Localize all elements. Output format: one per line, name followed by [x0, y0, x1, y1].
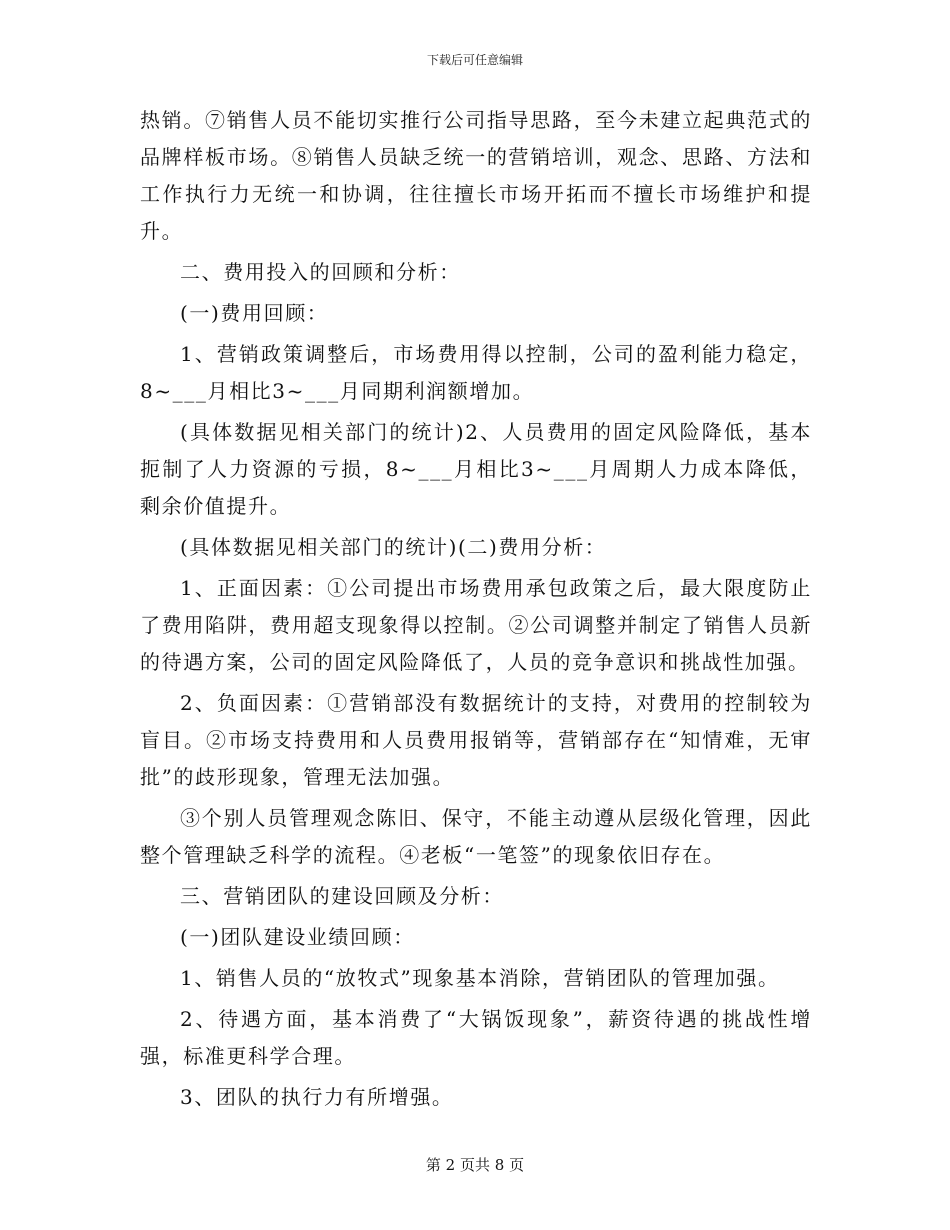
paragraph-team-2: 2、待遇方面，基本消费了“大锅饭现象”，薪资待遇的挑战性增强，标准更科学合理。 [140, 1007, 812, 1068]
paragraph-team-1: 1、销售人员的“放牧式”现象基本消除，营销团队的管理加强。 [180, 966, 780, 990]
subsection-heading-cost-analysis: (具体数据见相关部门的统计)(二)费用分析： [180, 535, 607, 559]
page-header-note: 下载后可任意编辑 [426, 53, 523, 67]
paragraph-cost-review-1: 1、营销政策调整后，市场费用得以控制，公司的盈利能力稳定，8~___月相比3~___月同期利润额增加。 [140, 342, 812, 403]
subsection-heading-team-review: (一)团队建设业绩回顾： [180, 925, 415, 949]
section-heading-2: 二、费用投入的回顾和分析： [180, 260, 461, 284]
paragraph-team-3: 3、团队的执行力有所增强。 [180, 1085, 454, 1109]
paragraph-management-issues: ③个别人员管理观念陈旧、保守，不能主动遵从层级化管理，因此整个管理缺乏科学的流程。④老板“一笔签”的现象依旧存在。 [140, 806, 812, 867]
paragraph-1: 热销。⑦销售人员不能切实推行公司指导思路，至今未建立起典范式的品牌样板市场。⑧销售人员缺乏统一的营销培训，观念、思路、方法和工作执行力无统一和协调，往往擅长市场开拓而不擅长市场维护和提升。 [140, 108, 812, 243]
paragraph-negative-factors: 2、负面因素：①营销部没有数据统计的支持，对费用的控制较为盲目。②市场支持费用和人员费用报销等，营销部存在“知情难，无审批”的歧形现象，管理无法加强。 [140, 691, 812, 789]
paragraph-cost-review-2: (具体数据见相关部门的统计)2、人员费用的固定风险降低，基本扼制了人力资源的亏损，8~___月相比3~___月周期人力成本降低，剩余价值提升。 [140, 420, 812, 518]
page-number: 第 2 页共 8 页 [425, 1156, 525, 1174]
subsection-heading-cost-review: (一)费用回顾： [180, 301, 329, 325]
paragraph-positive-factors: 1、正面因素：①公司提出市场费用承包政策之后，最大限度防止了费用陷阱，费用超支现象得以控制。②公司调整并制定了销售人员新的待遇方案，公司的固定风险降低了，人员的竞争意识和挑战性加强。 [140, 576, 812, 674]
section-heading-3: 三、营销团队的建设回顾及分析： [180, 884, 504, 908]
document-body [140, 102, 812, 1120]
